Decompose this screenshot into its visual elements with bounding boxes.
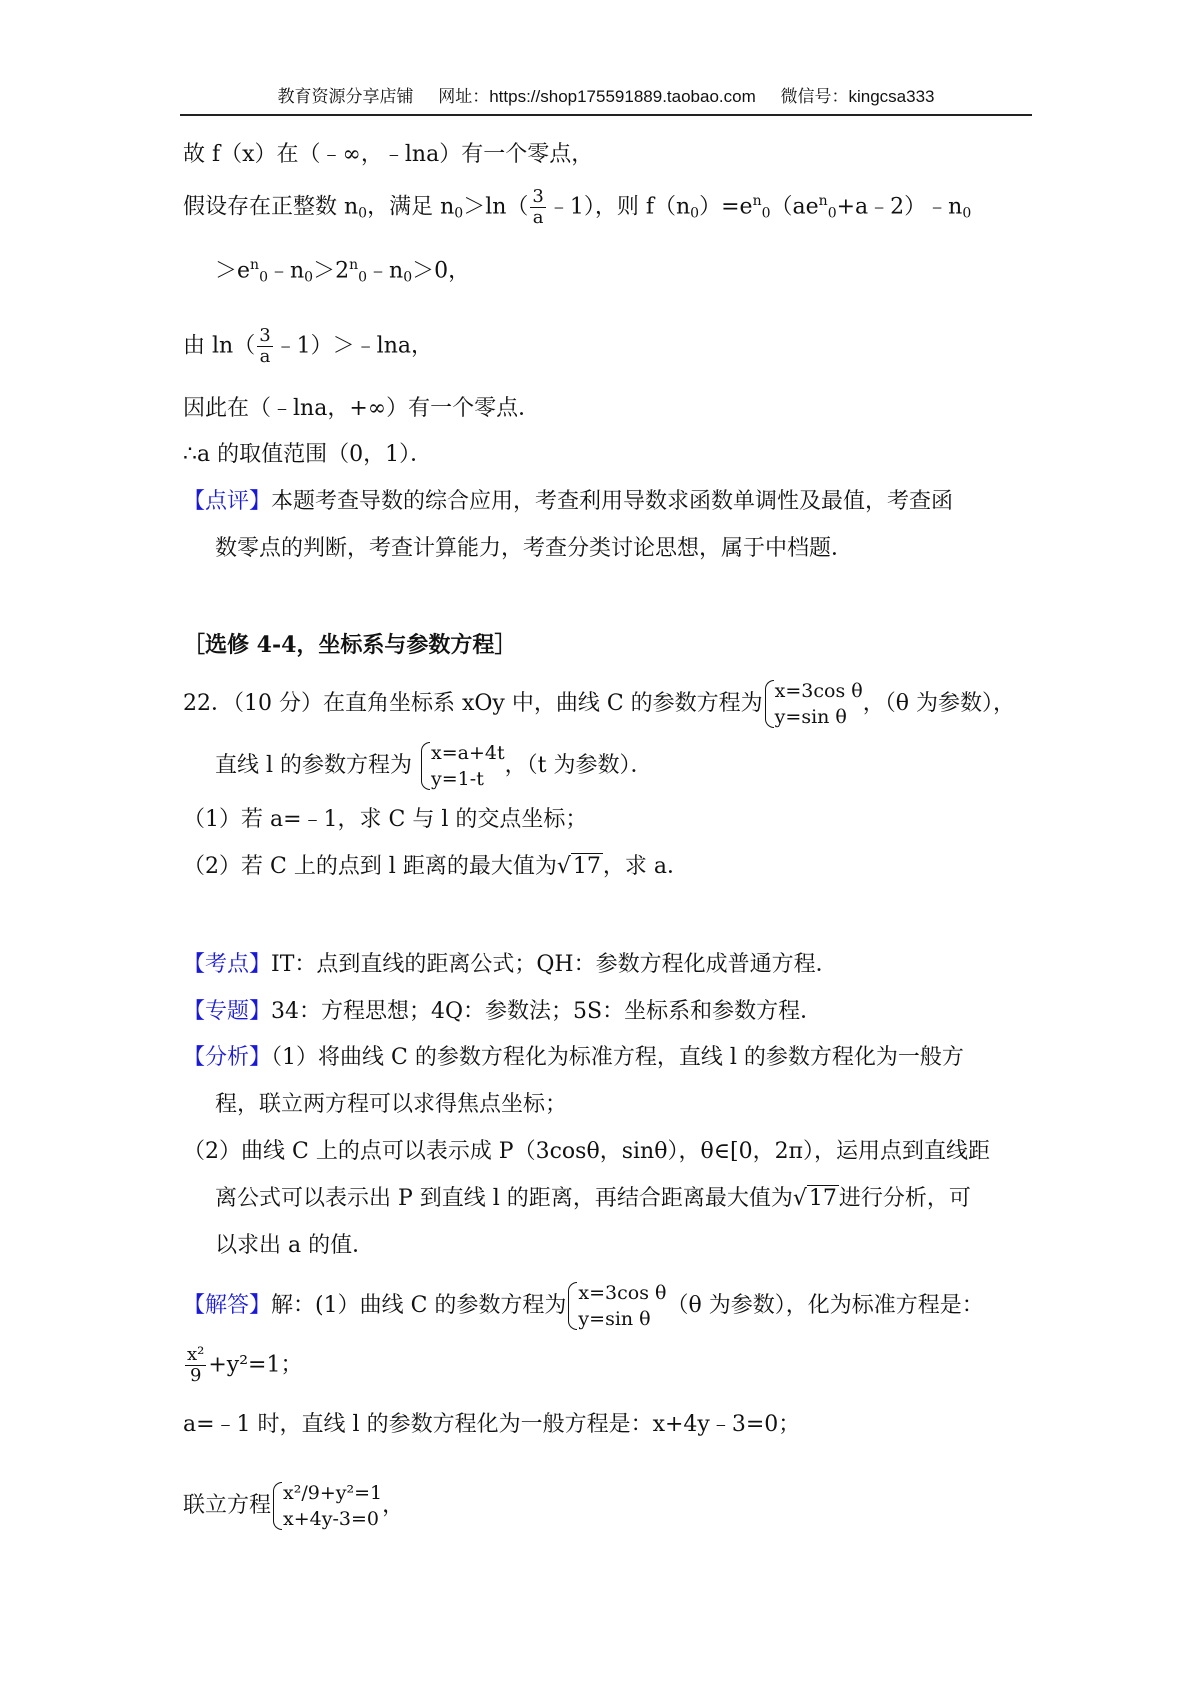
line-text: 故 f（x）在（﹣∞，﹣lna）有一个零点， bbox=[183, 142, 594, 167]
line-text: +a﹣2）﹣n bbox=[836, 194, 963, 220]
line-text: 直线 l 的参数方程为 bbox=[215, 753, 413, 778]
subscript: 0 bbox=[358, 205, 368, 222]
subscript: 0 bbox=[259, 269, 268, 286]
line-text: ，（t 为参数）． bbox=[504, 753, 653, 778]
subscript: 0 bbox=[454, 205, 464, 222]
line-text: ﹣1）＞﹣lna， bbox=[274, 333, 433, 359]
line-text: ＞e bbox=[215, 258, 251, 284]
subscript: 0 bbox=[690, 205, 700, 222]
line-text: ， bbox=[382, 1493, 405, 1518]
text-line bbox=[183, 440, 432, 470]
text-line bbox=[183, 1345, 303, 1386]
shop-url: 网址：https://shop175591889.taobao.com bbox=[438, 87, 756, 106]
text-line bbox=[183, 997, 822, 1027]
line-text: ，（θ 为参数）， bbox=[862, 691, 1015, 716]
section-title bbox=[183, 630, 516, 660]
line-text: （1）若 a=﹣1，求 C 与 l 的交点坐标； bbox=[183, 807, 588, 832]
text-line bbox=[183, 1480, 404, 1532]
fraction: $\frac{3}{a}$ bbox=[532, 185, 544, 228]
fenxi-tag: 【分析】 bbox=[183, 1045, 272, 1070]
line-text: （2）若 C 上的点到 l 距离的最大值为 bbox=[183, 854, 557, 879]
line-text: ［选修 4-4，坐标系与参数方程］ bbox=[183, 632, 517, 658]
line-text: ＞ln（ bbox=[463, 194, 529, 220]
subscript: 0 bbox=[304, 269, 314, 286]
equation-system: x=3cos θ y=sin θ bbox=[566, 1280, 666, 1332]
line-text: （ae bbox=[770, 194, 819, 220]
line-text: 程，联立两方程可以求得焦点坐标； bbox=[215, 1092, 568, 1117]
shop-name: 教育资源分享店铺 bbox=[277, 87, 414, 106]
question-22 bbox=[183, 678, 1015, 730]
line-text: ﹣n bbox=[267, 258, 305, 284]
line-text: +y²=1； bbox=[208, 1352, 303, 1378]
line-text: ＞2 bbox=[313, 258, 350, 284]
line-text: 数零点的判断，考查计算能力，考查分类讨论思想，属于中档题． bbox=[215, 536, 854, 561]
comment-paragraph bbox=[183, 487, 953, 517]
text-line bbox=[183, 394, 540, 424]
superscript: n bbox=[752, 193, 762, 209]
line-text: 进行分析，可 bbox=[838, 1186, 971, 1211]
line-text: a=﹣1 时，直线 l 的参数方程化为一般方程是：x+4y﹣3=0； bbox=[183, 1412, 801, 1437]
superscript: n bbox=[349, 257, 359, 273]
text-line bbox=[215, 1090, 567, 1120]
text-line bbox=[183, 852, 689, 882]
sqrt-17: √17 bbox=[556, 854, 601, 879]
line-text: ＞0， bbox=[412, 258, 471, 284]
text-line bbox=[183, 186, 971, 228]
subscript: 0 bbox=[403, 269, 413, 286]
line-text: 因此在（﹣lna，+∞）有一个零点． bbox=[183, 396, 541, 421]
line-text: ∴a 的取值范围（0，1）． bbox=[183, 442, 433, 467]
line-text: （θ 为参数），化为标准方程是： bbox=[666, 1293, 984, 1318]
text-line bbox=[183, 805, 587, 835]
line-text: 解：(1）曲线 C 的参数方程为 bbox=[271, 1293, 567, 1318]
sqrt-17: √17 bbox=[792, 1186, 837, 1211]
comment-tag: 【点评】 bbox=[183, 489, 272, 514]
line-text: ﹣n bbox=[367, 258, 404, 284]
subscript: 0 bbox=[358, 269, 368, 286]
line-text: ﹣1），则 f（n bbox=[547, 194, 691, 220]
page-header bbox=[180, 80, 1032, 116]
kaodian-tag: 【考点】 bbox=[183, 952, 272, 977]
line-text: 假设存在正整数 n bbox=[183, 194, 359, 220]
superscript: n bbox=[818, 193, 828, 209]
text-line bbox=[215, 1231, 374, 1261]
zhuanti-tag: 【专题】 bbox=[183, 999, 272, 1024]
subscript: 0 bbox=[962, 205, 972, 222]
text-line bbox=[183, 1410, 800, 1440]
text-line bbox=[183, 1280, 984, 1332]
line-text: ，满足 n bbox=[367, 194, 455, 220]
line-text: 22．（10 分）在直角坐标系 xOy 中，曲线 C 的参数方程为 bbox=[183, 691, 763, 716]
line-text: （2）曲线 C 上的点可以表示成 P（3cosθ，sinθ），θ∈[0，2π），运用点到直线距 bbox=[183, 1139, 991, 1164]
jieda-tag: 【解答】 bbox=[183, 1293, 272, 1318]
line-text: 本题考查导数的综合应用，考查利用导数求函数单调性及最值，考查函 bbox=[271, 489, 954, 514]
line-text: IT：点到直线的距离公式；QH：参数方程化成普通方程． bbox=[271, 952, 838, 977]
text-line bbox=[215, 1184, 971, 1214]
subscript: 0 bbox=[761, 205, 771, 222]
equation-system: x²/9+y²=1 x+4y-3=0 bbox=[271, 1480, 382, 1532]
line-text: ，求 a． bbox=[602, 854, 689, 879]
line-text: 离公式可以表示出 P 到直线 l 的距离，再结合距离最大值为 bbox=[215, 1186, 793, 1211]
wechat-id: 微信号：kingcsa333 bbox=[780, 87, 935, 106]
fraction: $\frac{\text{x²}}{9}$ bbox=[187, 1344, 205, 1386]
text-line bbox=[183, 1137, 990, 1167]
line-text: （1）将曲线 C 的参数方程化为标准方程，直线 l 的参数方程化为一般方 bbox=[271, 1045, 964, 1070]
equation-system: x=3cos θ y=sin θ bbox=[763, 678, 863, 730]
equation-system: x=a+4t y=1-t bbox=[419, 740, 505, 792]
text-line bbox=[183, 326, 433, 367]
text-line bbox=[183, 1043, 964, 1073]
fraction: $\frac{3}{a}$ bbox=[259, 325, 271, 367]
text-line bbox=[215, 534, 853, 564]
text-line bbox=[215, 250, 470, 292]
text-line bbox=[183, 950, 838, 980]
line-text: 34：方程思想；4Q：参数法；5S：坐标系和参数方程． bbox=[271, 999, 823, 1024]
line-text: 联立方程 bbox=[183, 1493, 272, 1518]
subscript: 0 bbox=[827, 205, 837, 222]
line-text: ）=e bbox=[699, 194, 753, 220]
text-line bbox=[215, 740, 652, 792]
text-line bbox=[183, 140, 593, 170]
line-text: 由 ln（ bbox=[183, 333, 256, 359]
line-text: 以求出 a 的值． bbox=[215, 1233, 375, 1258]
superscript: n bbox=[250, 257, 260, 273]
